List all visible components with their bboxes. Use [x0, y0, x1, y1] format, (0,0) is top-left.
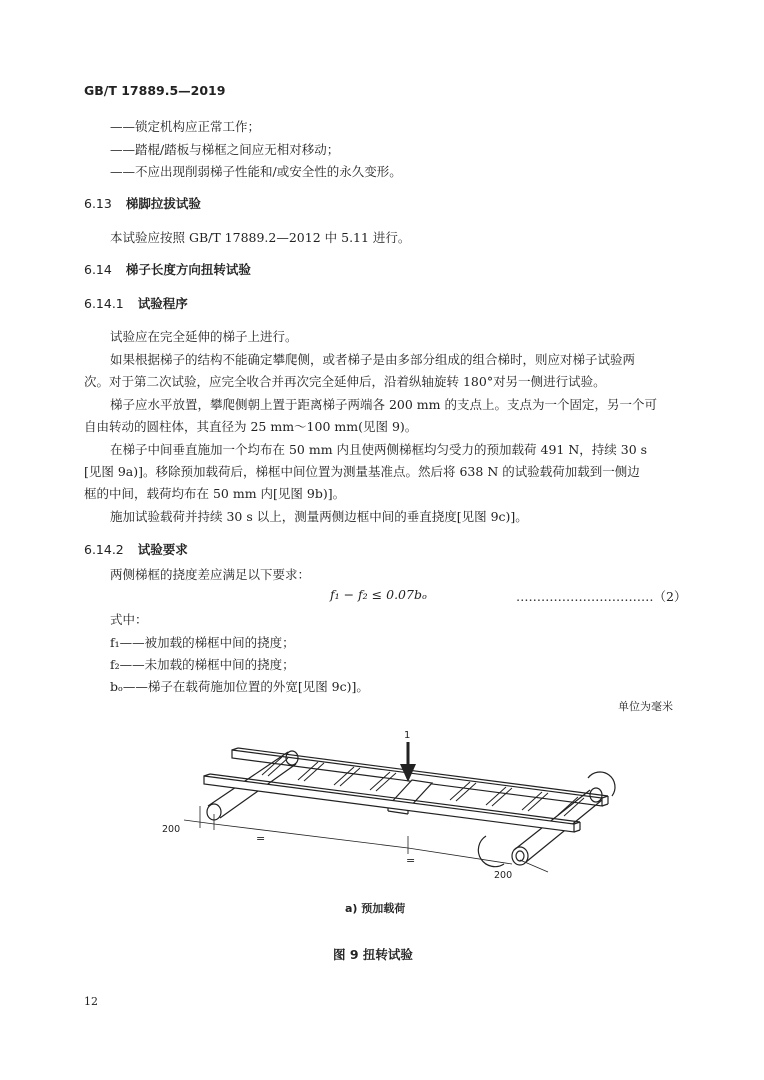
section-number: 6.14.2: [84, 542, 124, 557]
definition: f₁——被加载的梯框中间的挠度；: [110, 635, 295, 650]
paragraph: 本试验应按照 GB/T 17889.2—2012 中 5.11 进行。: [110, 230, 411, 245]
section-heading-6-14-2: [84, 540, 188, 558]
list-item: ——锁定机构应正常工作；: [110, 119, 261, 134]
where-label: 式中：: [110, 612, 148, 627]
section-heading-6-14: [84, 260, 251, 278]
far-stile: [232, 748, 608, 806]
ladder-torsion-figure: [150, 728, 630, 890]
section-heading-6-13: [84, 194, 201, 212]
paragraph: [见图 9a)]。移除预加载荷后，梯框中间位置为测量基准点。然后将 638 N 的试验载荷加载到一侧边: [84, 464, 640, 479]
list-item: ——踏棍/踏板与梯框之间应无相对移动；: [110, 142, 340, 157]
unit-note: 单位为毫米: [618, 700, 673, 713]
dimension-label-left: 200: [162, 824, 181, 835]
paragraph: 次。对于第二次试验，应完全收合并再次完全延伸后，沿着纵轴旋转 180°对另一侧进行试验。: [84, 374, 606, 389]
definition: f₂——未加载的梯框中间的挠度；: [110, 657, 295, 672]
section-heading-6-14-1: [84, 294, 188, 312]
section-number: 6.13: [84, 196, 112, 211]
standard-header: GB/T 17889.5—2019: [84, 83, 226, 98]
near-stile: [204, 774, 580, 832]
section-title: 梯脚拉拔试验: [125, 196, 201, 211]
paragraph: 在梯子中间垂直施加一个均布在 50 mm 内且使两侧梯框均匀受力的预加载荷 491 N，持续 30 s: [110, 442, 648, 457]
paragraph: 施加试验载荷并持续 30 s 以上，测量两侧边框中间的垂直挠度[见图 9c)]。: [110, 509, 528, 524]
paragraph: 框的中间，载荷均布在 50 mm 内[见图 9b)]。: [84, 486, 346, 501]
figure-caption: 图 9 扭转试验: [333, 947, 413, 962]
section-number: 6.14: [84, 262, 112, 277]
section-title: 梯子长度方向扭转试验: [125, 262, 251, 277]
section-title: 试验要求: [137, 542, 188, 557]
page-number: 12: [84, 995, 98, 1008]
definition: bₒ——梯子在载荷施加位置的外宽[见图 9c)]。: [110, 679, 369, 694]
paragraph: 试验应在完全延伸的梯子上进行。: [110, 329, 298, 344]
section-number: 6.14.1: [84, 296, 124, 311]
dimension-label-right: 200: [494, 870, 513, 881]
paragraph: 自由转动的圆柱体，其直径为 25 mm～100 mm(见图 9)。: [84, 419, 418, 434]
figure-subcaption: a) 预加载荷: [345, 902, 406, 915]
equation: f₁ − f₂ ≤ 0.07bₒ: [330, 587, 427, 602]
paragraph: 两侧梯框的挠度差应满足以下要求：: [110, 567, 311, 582]
section-title: 试验程序: [137, 296, 188, 311]
load-label: 1: [404, 730, 411, 741]
equal-mark: =: [256, 832, 266, 845]
paragraph: 梯子应水平放置，攀爬侧朝上置于距离梯子两端各 200 mm 的支点上。支点为一个固定，另一个可: [110, 397, 657, 412]
list-item: ——不应出现削弱梯子性能和/或安全性的永久变形。: [110, 164, 402, 179]
equal-mark: =: [406, 854, 416, 867]
equation-number: ……………………………（2）: [516, 589, 687, 604]
paragraph: 如果根据梯子的结构不能确定攀爬侧，或者梯子是由多部分组成的组合梯时，则应对梯子试验两: [110, 352, 636, 367]
